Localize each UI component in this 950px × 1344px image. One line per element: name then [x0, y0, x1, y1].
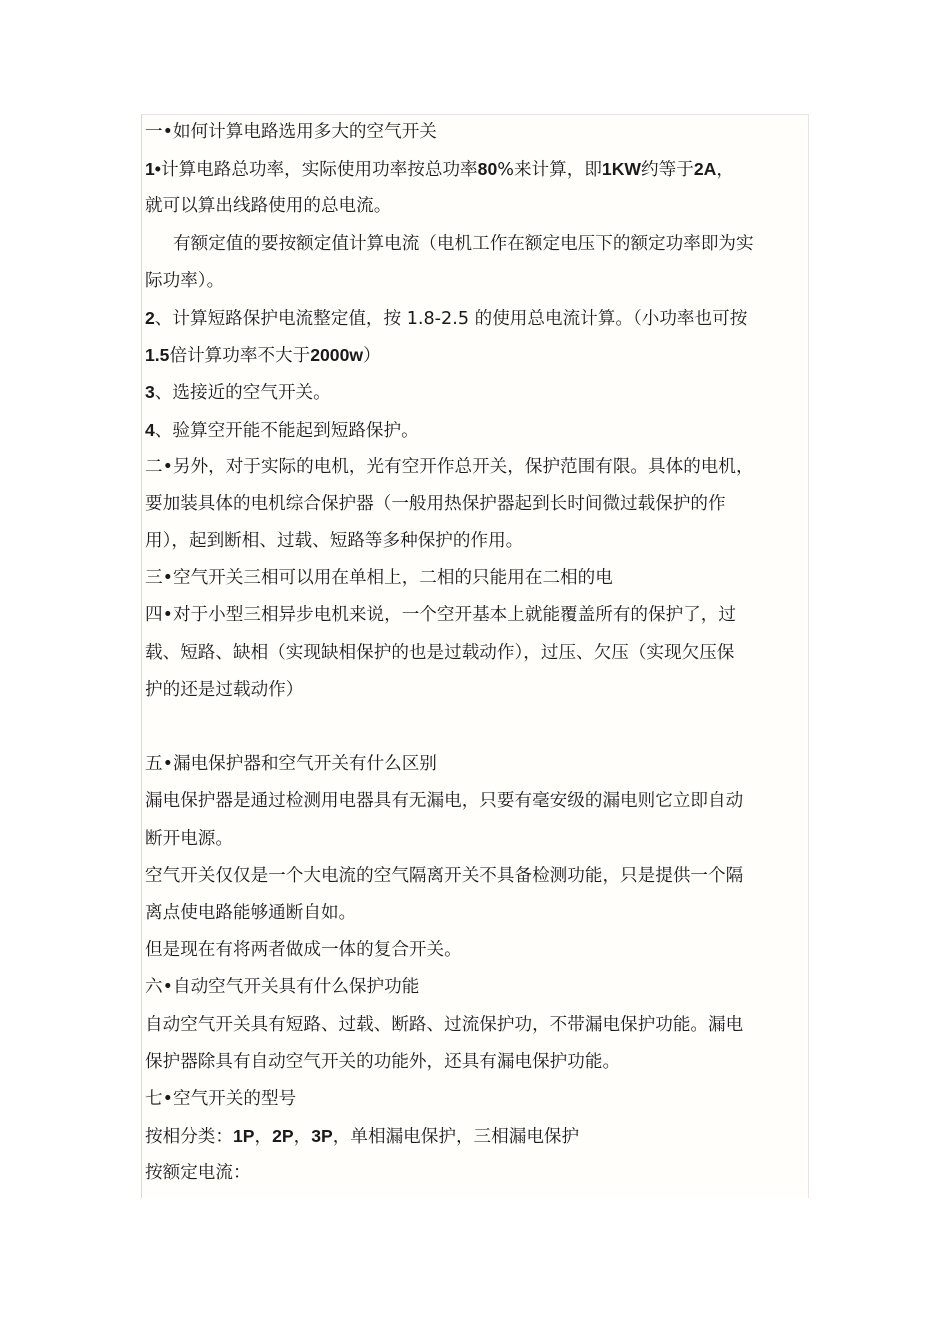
number-run: 80	[477, 159, 498, 180]
section-1-paragraph-3-line-1	[145, 300, 807, 337]
section-4-line-1: 四•对于小型三相异步电机来说，一个空开基本上就能覆盖所有的保护了，过	[145, 605, 736, 626]
phase-3p: 3P	[311, 1126, 333, 1147]
section-5-paragraph-3: 但是现在有将两者做成一体的复合开关。	[145, 940, 462, 961]
number-run: 1KW	[601, 159, 642, 180]
section-2-line-3: 用），起到断相、过载、短路等多种保护的作用。	[145, 531, 524, 552]
section-1-paragraph-4	[145, 374, 807, 411]
section-1-paragraph-5	[145, 412, 807, 449]
text-run: ，单相漏电保护，三相漏电保护	[332, 1127, 580, 1148]
text-run: 按相分类：	[145, 1127, 233, 1148]
section-7-paragraph-2: 按额定电流：	[145, 1163, 251, 1184]
section-5-title: 五•漏电保护器和空气开关有什么区别	[145, 754, 437, 775]
section-5-paragraph-1-line-1: 漏电保护器是通过检测用电器具有无漏电，只要有毫安级的漏电则它立即自动	[145, 791, 744, 812]
section-7-title: 七•空气开关的型号	[145, 1088, 297, 1109]
number-run: 1.5	[145, 345, 170, 366]
section-1-paragraph-2-line-1: 有额定值的要按额定值计算电流（电机工作在额定电压下的额定功率即为实	[173, 233, 754, 254]
section-2-line-2: 要加装具体的电机综合保护器（一般用热保护器起到长时间微过载保护的作	[145, 493, 726, 514]
section-7-paragraph-1	[145, 1118, 807, 1155]
document-body	[145, 114, 807, 1192]
section-5-paragraph-1-line-2: 断开电源。	[145, 828, 233, 849]
text-run: 、计算短路保护电流整定值，按 1.8-2.5 的使用总电流计算。（小功率也可按	[154, 308, 748, 329]
number-run: 2A	[693, 159, 717, 180]
section-4-line-3: 护的还是过载动作）	[145, 679, 304, 700]
number-run: 2000w	[310, 345, 364, 366]
section-4-line-2: 载、短路、缺相（实现缺相保护的也是过载动作），过压、欠压（实现欠压保	[145, 642, 735, 663]
blank-line	[145, 709, 807, 746]
section-5-paragraph-2-line-1: 空气开关仅仅是一个大电流的空气隔离开关不具备检测功能，只是提供一个隔	[145, 865, 744, 886]
text-run: 计算电路总功率，实际使用功率按总功率	[160, 160, 478, 181]
section-3-line-1: 三•空气开关三相可以用在单相上，二相的只能用在二相的电	[145, 568, 613, 589]
section-1-paragraph-1-line-2: 就可以算出线路使用的总电流。	[145, 196, 392, 217]
section-6-line-1: 自动空气开关具有短路、过载、断路、过流保护功，不带漏电保护功能。漏电	[145, 1014, 744, 1035]
text-run: 倍计算功率不大于	[169, 346, 311, 367]
section-1-title: 一•如何计算电路选用多大的空气开关	[145, 122, 437, 142]
text-run: ，	[254, 1127, 273, 1148]
text-run: ）	[363, 346, 381, 367]
text-run: %来计算，即	[497, 160, 602, 181]
step-number: 3	[145, 382, 155, 403]
step-number: 1•	[145, 159, 161, 180]
phase-2p: 2P	[272, 1126, 294, 1147]
step-number: 2	[145, 307, 155, 328]
text-run: 约等于	[641, 160, 694, 181]
text-run: ，	[293, 1127, 312, 1148]
section-1-paragraph-3-line-2	[145, 337, 807, 374]
section-6-line-2: 保护器除具有自动空气开关的功能外，还具有漏电保护功能。	[145, 1051, 621, 1072]
section-1-paragraph-2-line-2: 际功率）。	[145, 270, 225, 291]
step-number: 4	[145, 419, 155, 440]
section-6-title: 六•自动空气开关具有什么保护功能	[145, 977, 420, 998]
section-2-line-1: 二•另外，对于实际的电机，光有空开作总开关，保护范围有限。具体的电机，	[145, 456, 754, 477]
text-run: 、选接近的空气开关。	[154, 383, 331, 404]
section-5-paragraph-2-line-2: 离点使电路能够通断自如。	[145, 902, 357, 923]
phase-1p: 1P	[232, 1126, 255, 1147]
section-1-paragraph-1-line-1	[145, 151, 807, 188]
text-run: 、验算空开能不能起到短路保护。	[154, 420, 419, 441]
text-run: ，	[716, 160, 734, 181]
